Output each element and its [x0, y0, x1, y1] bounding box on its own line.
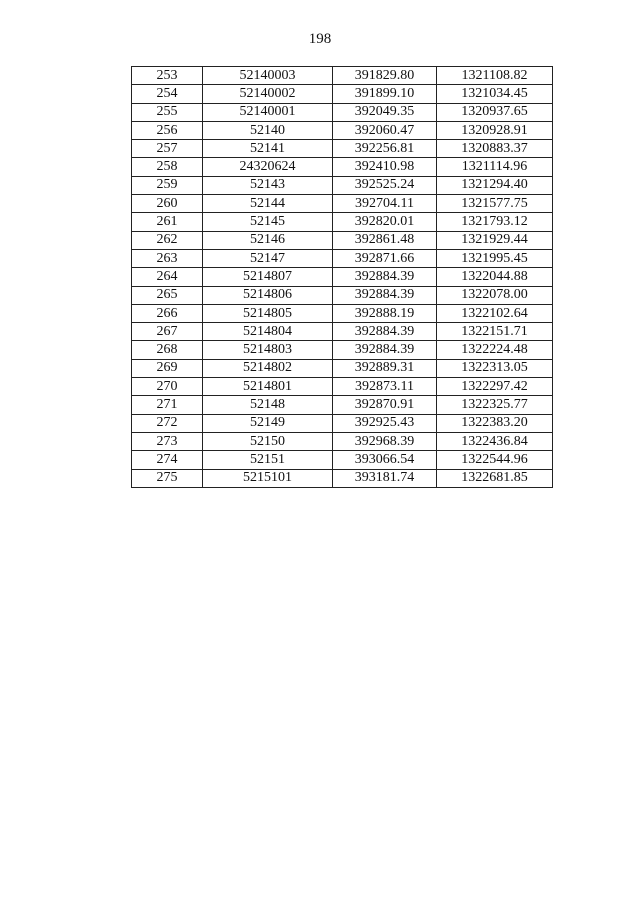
x-coordinate-cell: 391829.80 — [333, 67, 437, 85]
row-number-cell: 264 — [132, 268, 203, 286]
y-coordinate-cell: 1321577.75 — [437, 195, 553, 213]
table-row — [132, 341, 553, 359]
table-row — [132, 195, 553, 213]
table-row — [132, 286, 553, 304]
point-id-cell: 52140003 — [203, 67, 333, 85]
row-number-cell: 256 — [132, 121, 203, 139]
x-coordinate-cell: 392861.48 — [333, 231, 437, 249]
x-coordinate-cell: 392820.01 — [333, 213, 437, 231]
table-row — [132, 378, 553, 396]
row-number-cell: 275 — [132, 469, 203, 487]
x-coordinate-cell: 392871.66 — [333, 249, 437, 267]
point-id-cell: 52147 — [203, 249, 333, 267]
table-row — [132, 414, 553, 432]
table-row — [132, 469, 553, 487]
x-coordinate-cell: 392049.35 — [333, 103, 437, 121]
y-coordinate-cell: 1322313.05 — [437, 359, 553, 377]
y-coordinate-cell: 1321114.96 — [437, 158, 553, 176]
row-number-cell: 259 — [132, 176, 203, 194]
y-coordinate-cell: 1320883.37 — [437, 140, 553, 158]
x-coordinate-cell: 393181.74 — [333, 469, 437, 487]
row-number-cell: 258 — [132, 158, 203, 176]
coordinates-table-body — [132, 67, 553, 488]
y-coordinate-cell: 1322297.42 — [437, 378, 553, 396]
x-coordinate-cell: 392884.39 — [333, 286, 437, 304]
row-number-cell: 272 — [132, 414, 203, 432]
row-number-cell: 260 — [132, 195, 203, 213]
table-row — [132, 359, 553, 377]
x-coordinate-cell: 392870.91 — [333, 396, 437, 414]
x-coordinate-cell: 393066.54 — [333, 451, 437, 469]
point-id-cell: 52149 — [203, 414, 333, 432]
x-coordinate-cell: 392888.19 — [333, 304, 437, 322]
x-coordinate-cell: 392873.11 — [333, 378, 437, 396]
point-id-cell: 5214801 — [203, 378, 333, 396]
table-row — [132, 121, 553, 139]
row-number-cell: 270 — [132, 378, 203, 396]
point-id-cell: 52141 — [203, 140, 333, 158]
point-id-cell: 5214806 — [203, 286, 333, 304]
row-number-cell: 263 — [132, 249, 203, 267]
point-id-cell: 5214805 — [203, 304, 333, 322]
point-id-cell: 52146 — [203, 231, 333, 249]
row-number-cell: 274 — [132, 451, 203, 469]
point-id-cell: 5214802 — [203, 359, 333, 377]
y-coordinate-cell: 1322044.88 — [437, 268, 553, 286]
x-coordinate-cell: 392410.98 — [333, 158, 437, 176]
row-number-cell: 266 — [132, 304, 203, 322]
x-coordinate-cell: 392884.39 — [333, 268, 437, 286]
x-coordinate-cell: 392884.39 — [333, 323, 437, 341]
x-coordinate-cell: 392525.24 — [333, 176, 437, 194]
row-number-cell: 255 — [132, 103, 203, 121]
y-coordinate-cell: 1322102.64 — [437, 304, 553, 322]
x-coordinate-cell: 392925.43 — [333, 414, 437, 432]
row-number-cell: 268 — [132, 341, 203, 359]
y-coordinate-cell: 1322224.48 — [437, 341, 553, 359]
point-id-cell: 5215101 — [203, 469, 333, 487]
y-coordinate-cell: 1320928.91 — [437, 121, 553, 139]
row-number-cell: 257 — [132, 140, 203, 158]
x-coordinate-cell: 392889.31 — [333, 359, 437, 377]
point-id-cell: 24320624 — [203, 158, 333, 176]
y-coordinate-cell: 1322436.84 — [437, 432, 553, 450]
x-coordinate-cell: 392060.47 — [333, 121, 437, 139]
y-coordinate-cell: 1321294.40 — [437, 176, 553, 194]
point-id-cell: 52140001 — [203, 103, 333, 121]
table-row — [132, 85, 553, 103]
row-number-cell: 261 — [132, 213, 203, 231]
row-number-cell: 253 — [132, 67, 203, 85]
table-row — [132, 249, 553, 267]
x-coordinate-cell: 391899.10 — [333, 85, 437, 103]
table-row — [132, 451, 553, 469]
point-id-cell: 52144 — [203, 195, 333, 213]
x-coordinate-cell: 392704.11 — [333, 195, 437, 213]
point-id-cell: 52145 — [203, 213, 333, 231]
table-row — [132, 396, 553, 414]
y-coordinate-cell: 1321929.44 — [437, 231, 553, 249]
table-row — [132, 140, 553, 158]
point-id-cell: 52140 — [203, 121, 333, 139]
point-id-cell: 52143 — [203, 176, 333, 194]
row-number-cell: 271 — [132, 396, 203, 414]
row-number-cell: 254 — [132, 85, 203, 103]
y-coordinate-cell: 1322544.96 — [437, 451, 553, 469]
table-row — [132, 231, 553, 249]
y-coordinate-cell: 1322325.77 — [437, 396, 553, 414]
y-coordinate-cell: 1322078.00 — [437, 286, 553, 304]
point-id-cell: 5214803 — [203, 341, 333, 359]
table-row — [132, 176, 553, 194]
table-row — [132, 158, 553, 176]
y-coordinate-cell: 1322383.20 — [437, 414, 553, 432]
x-coordinate-cell: 392256.81 — [333, 140, 437, 158]
table-row — [132, 268, 553, 286]
table-row — [132, 432, 553, 450]
table-row — [132, 67, 553, 85]
point-id-cell: 52140002 — [203, 85, 333, 103]
point-id-cell: 5214807 — [203, 268, 333, 286]
y-coordinate-cell: 1320937.65 — [437, 103, 553, 121]
y-coordinate-cell: 1321108.82 — [437, 67, 553, 85]
table-row — [132, 103, 553, 121]
x-coordinate-cell: 392968.39 — [333, 432, 437, 450]
table-row — [132, 213, 553, 231]
y-coordinate-cell: 1322681.85 — [437, 469, 553, 487]
x-coordinate-cell: 392884.39 — [333, 341, 437, 359]
table-row — [132, 323, 553, 341]
row-number-cell: 265 — [132, 286, 203, 304]
y-coordinate-cell: 1321995.45 — [437, 249, 553, 267]
coordinates-table — [131, 66, 553, 488]
y-coordinate-cell: 1322151.71 — [437, 323, 553, 341]
row-number-cell: 273 — [132, 432, 203, 450]
row-number-cell: 269 — [132, 359, 203, 377]
row-number-cell: 262 — [132, 231, 203, 249]
point-id-cell: 52148 — [203, 396, 333, 414]
page-number: 198 — [308, 31, 332, 47]
point-id-cell: 52150 — [203, 432, 333, 450]
point-id-cell: 52151 — [203, 451, 333, 469]
row-number-cell: 267 — [132, 323, 203, 341]
point-id-cell: 5214804 — [203, 323, 333, 341]
y-coordinate-cell: 1321034.45 — [437, 85, 553, 103]
y-coordinate-cell: 1321793.12 — [437, 213, 553, 231]
table-row — [132, 304, 553, 322]
